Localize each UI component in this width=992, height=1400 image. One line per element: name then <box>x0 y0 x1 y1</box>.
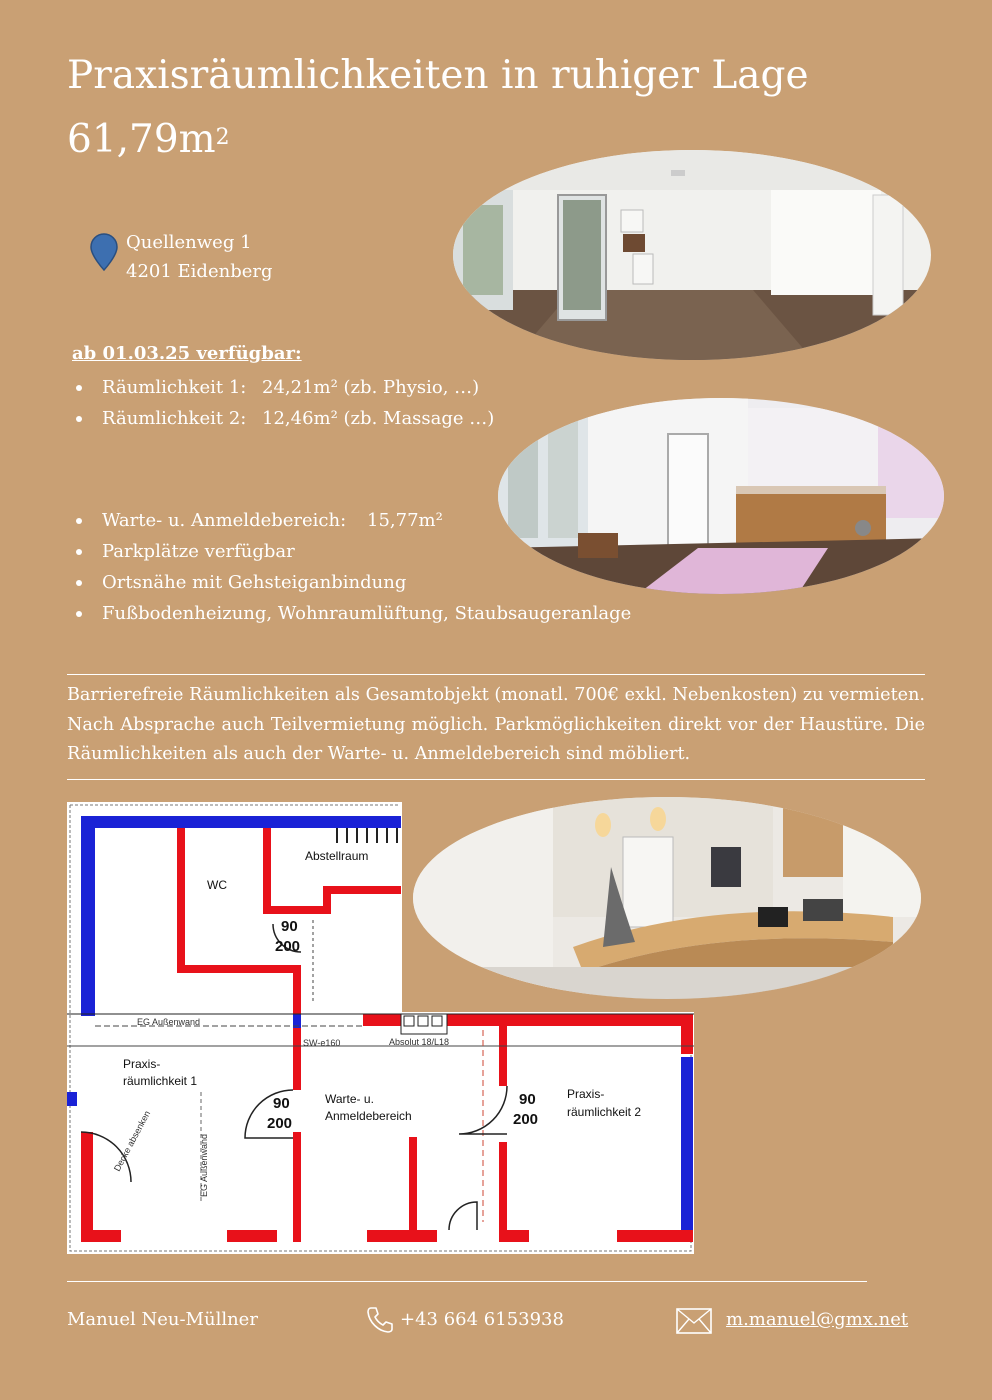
contact-phone[interactable]: +43 664 6153938 <box>400 1309 564 1330</box>
total-area <box>67 116 230 164</box>
floorplan-label-praxis2-l1: Praxis- <box>567 1087 605 1101</box>
availability-heading: ab 01.03.25 verfügbar: <box>72 343 302 364</box>
floorplan-label-decke: Decke absenken <box>111 1109 153 1173</box>
list-item <box>72 372 494 403</box>
floorplan-label-swe: SW-e160 <box>303 1038 341 1048</box>
feature-name: Ortsnähe mit Gehsteiganbindung <box>102 572 407 593</box>
total-area-value: 61,79m <box>67 117 216 162</box>
photo-room-1 <box>453 150 931 360</box>
list-item <box>72 567 631 598</box>
room-detail: 12,46m² (zb. Massage …) <box>262 408 495 429</box>
room-name: Räumlichkeit 1: <box>102 377 247 398</box>
contact-email-link[interactable]: m.manuel@gmx.net <box>726 1309 909 1330</box>
floorplan-label-aussenwand-vertical: EG Außenwand <box>199 1133 209 1197</box>
list-item <box>72 598 631 629</box>
room-detail: 24,21m² (zb. Physio, …) <box>262 377 480 398</box>
feature-detail: 15,77m² <box>367 510 443 531</box>
floorplan-door-width: 90 <box>273 1095 290 1112</box>
feature-name: Warte- u. Anmeldebereich: <box>102 510 347 531</box>
description: Barrierefreie Räumlichkeiten als Gesamtobjekt (monatl. 700€ exkl. Nebenkosten) zu vermieten. Nach Absprache auch Teilvermietung möglich. Parkmöglichkeiten direkt vor der Haustüre. Die Räumlichkeiten als auch der Warte- u. Anmeldebereich sind möbliert. <box>67 685 925 764</box>
floorplan-label-warte-l2: Anmeldebereich <box>325 1109 412 1123</box>
divider-top <box>67 674 925 675</box>
floorplan-door-height: 200 <box>513 1111 539 1128</box>
floorplan-label-praxis2-l2: räumlichkeit 2 <box>567 1105 642 1119</box>
photo-room-2 <box>498 398 944 594</box>
photo-reception <box>413 797 921 999</box>
envelope-icon <box>676 1308 712 1334</box>
floorplan-label-praxis1-l1: Praxis- <box>123 1057 161 1071</box>
feature-name: Fußbodenheizung, Wohnraumlüftung, Staubsaugeranlage <box>102 603 632 624</box>
feature-name: Parkplätze verfügbar <box>102 541 295 562</box>
footer-divider <box>67 1281 867 1282</box>
floorplan-door-height: 200 <box>275 938 301 955</box>
address-city: 4201 Eidenberg <box>126 261 273 282</box>
floorplan-label-praxis1-l2: räumlichkeit 1 <box>123 1074 198 1088</box>
room-list <box>72 372 494 434</box>
floorplan-label-abstellraum: Abstellraum <box>305 849 369 863</box>
floorplan-label-aussenwand: EG Außenwand <box>137 1017 201 1027</box>
address-street: Quellenweg 1 <box>126 232 252 253</box>
floorplan-door-height: 200 <box>267 1115 293 1132</box>
room-name: Räumlichkeit 2: <box>102 408 247 429</box>
total-area-superscript: 2 <box>215 125 230 150</box>
list-item <box>72 403 494 434</box>
floorplan-door-width: 90 <box>519 1091 536 1108</box>
divider-bottom <box>67 779 925 780</box>
floorplan-door-width: 90 <box>281 918 298 935</box>
page-title: Praxisräumlichkeiten in ruhiger Lage <box>67 53 809 98</box>
location-pin-icon <box>88 232 120 272</box>
floorplan-label-absolut: Absolut 18/L18 <box>389 1037 450 1047</box>
contact-name: Manuel Neu-Müllner <box>67 1309 258 1330</box>
floorplan-label-wc: WC <box>207 878 227 892</box>
floorplan-label-warte-l1: Warte- u. <box>325 1092 374 1106</box>
phone-icon <box>365 1305 395 1335</box>
address <box>126 228 273 286</box>
